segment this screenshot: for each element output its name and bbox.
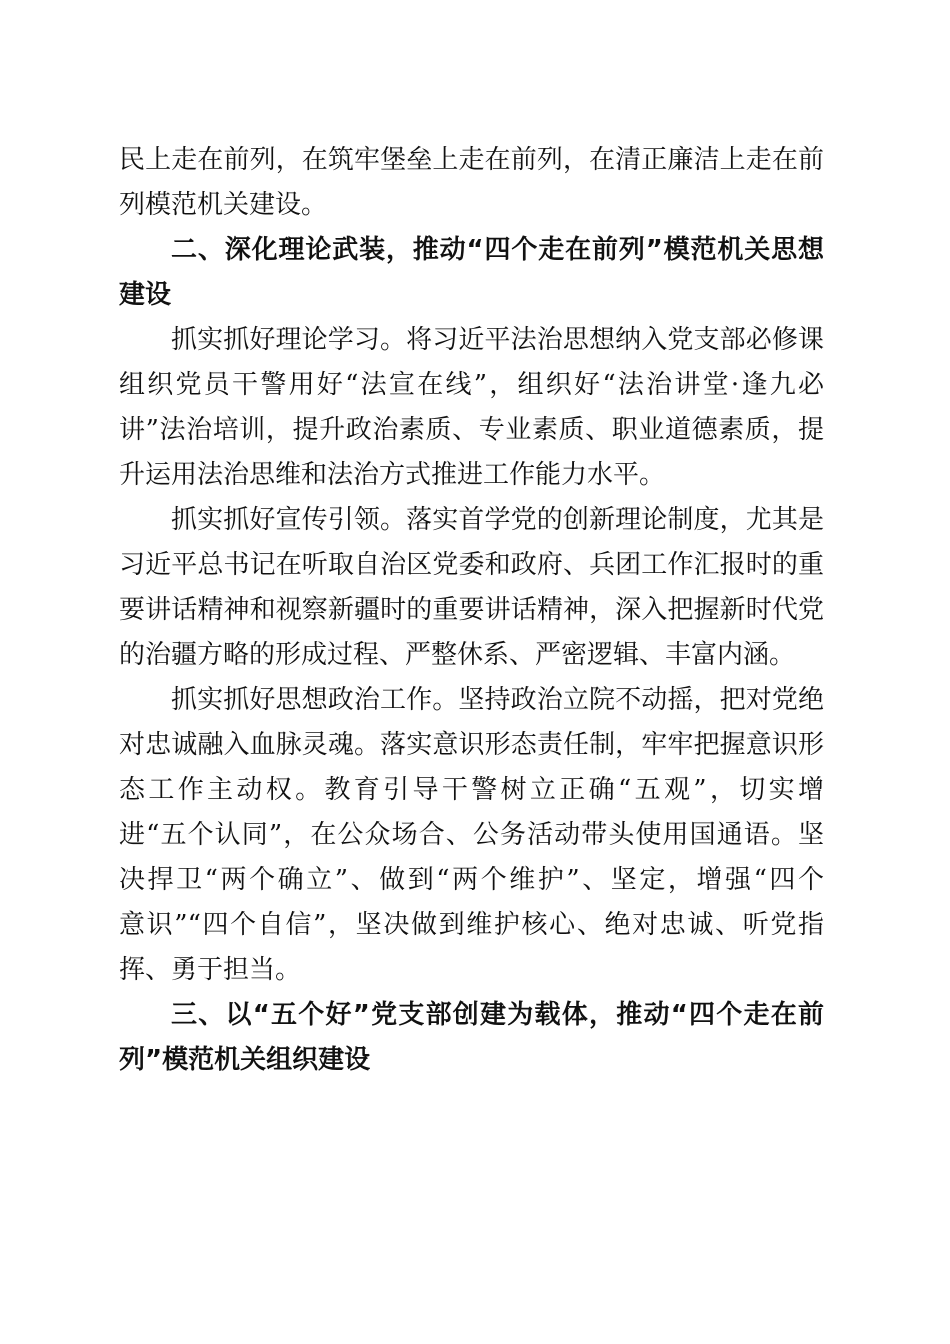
text-line: 决捍卫“两个确立”、做到“两个维护”、坚定，增强“四个 xyxy=(119,865,824,895)
paragraph-intro-continuation xyxy=(119,138,824,228)
text-line: 对忠诚融入血脉灵魂。落实意识形态责任制，牢牢把握意识形 xyxy=(119,730,824,760)
text-line: 民上走在前列，在筑牢堡垒上走在前列，在清正廉洁上走在前 xyxy=(119,145,824,175)
text-line: 组织党员干警用好“法宣在线”，组织好“法治讲堂·逢九必 xyxy=(119,370,824,400)
paragraph-theory-study xyxy=(119,318,824,498)
heading-line: 建设 xyxy=(119,280,172,310)
text-line: 要讲话精神和视察新疆时的重要讲话精神，深入把握新时代党 xyxy=(119,595,824,625)
text-line: 的治疆方略的形成过程、严整休系、严密逻辑、丰富内涵。 xyxy=(119,640,796,670)
heading-line: 三、以“五个好”党支部创建为载体，推动“四个走在前 xyxy=(171,1000,824,1030)
text-line: 升运用法治思维和法治方式推进工作能力水平。 xyxy=(119,460,666,490)
text-line: 抓实抓好理论学习。将习近平法治思想纳入党支部必修课 xyxy=(171,325,824,355)
heading-line: 二、深化理论武装，推动“四个走在前列”模范机关思想 xyxy=(171,235,824,265)
text-line: 意识”“四个自信”，坚决做到维护核心、绝对忠诚、听党指 xyxy=(119,910,824,940)
section-heading-2 xyxy=(119,228,824,318)
text-line: 抓实抓好宣传引领。落实首学党的创新理论制度，尤其是 xyxy=(171,505,824,535)
paragraph-publicity-guidance xyxy=(119,498,824,678)
text-line: 进“五个认同”，在公众场合、公务活动带头使用国通语。坚 xyxy=(119,820,824,850)
heading-line: 列”模范机关组织建设 xyxy=(119,1045,371,1075)
section-heading-3 xyxy=(119,993,824,1083)
text-line: 习近平总书记在听取自治区党委和政府、兵团工作汇报时的重 xyxy=(119,550,824,580)
text-line: 抓实抓好思想政治工作。坚持政治立院不动摇，把对党绝 xyxy=(171,685,824,715)
text-line: 态工作主动权。教育引导干警树立正确“五观”，切实增 xyxy=(119,775,824,805)
document-page xyxy=(119,138,824,1083)
text-line: 挥、勇于担当。 xyxy=(119,955,302,985)
paragraph-ideological-work xyxy=(119,678,824,993)
text-line: 讲”法治培训，提升政治素质、专业素质、职业道德素质，提 xyxy=(119,415,824,445)
text-line: 列模范机关建设。 xyxy=(119,190,328,220)
